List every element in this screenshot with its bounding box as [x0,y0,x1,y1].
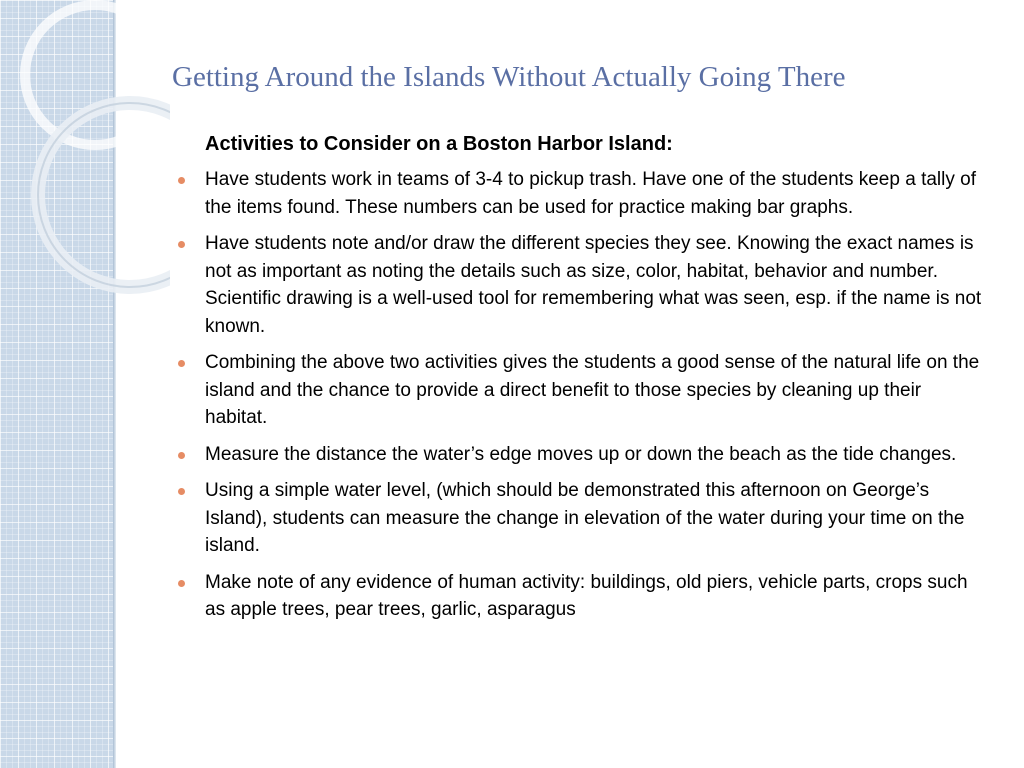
list-item [174,441,984,469]
activities-list [174,166,984,624]
bullet-dot-icon [178,488,185,495]
decorative-ring-bottom [38,103,170,287]
slide-title: Getting Around the Islands Without Actually Going There [172,61,846,93]
bullet-dot-icon [178,177,185,184]
list-item-text: Using a simple water level, (which should be demonstrated this afternoon on George’s Island), students can measure the change in elevation of the water during your time on the island. [205,480,965,556]
list-item-text: Make note of any evidence of human activity: buildings, old piers, vehicle parts, crops such as apple trees, pear trees, garlic, asparagus [205,571,968,620]
bullet-dot-icon [178,452,185,459]
list-item [174,477,984,560]
list-item [174,166,984,221]
list-item-text: Combining the above two activities gives the students a good sense of the natural life on the island and the chance to provide a direct benefit to those species by cleaning up their habitat. [205,352,980,428]
decorative-rings [0,0,170,330]
activities-heading: Activities to Consider on a Boston Harbor Island: [205,133,673,155]
bullet-dot-icon [178,580,185,587]
bullet-dot-icon [178,241,185,248]
list-item [174,349,984,432]
list-item [174,230,984,340]
list-item [174,569,984,624]
decorative-ring-top [25,5,165,145]
list-item-text: Have students work in teams of 3-4 to pickup trash. Have one of the students keep a tally of the items found. These numbers can be used for practice making bar graphs. [205,169,976,218]
list-item-text: Measure the distance the water’s edge moves up or down the beach as the tide changes. [205,443,957,465]
bullet-dot-icon [178,360,185,367]
slide-content [174,133,984,633]
list-item-text: Have students note and/or draw the different species they see. Knowing the exact names is not as important as noting the details such as size, color, habitat, behavior and number. Scientific drawing is a well-used tool for remembering what was seen, esp. if the name is not known. [205,233,982,337]
